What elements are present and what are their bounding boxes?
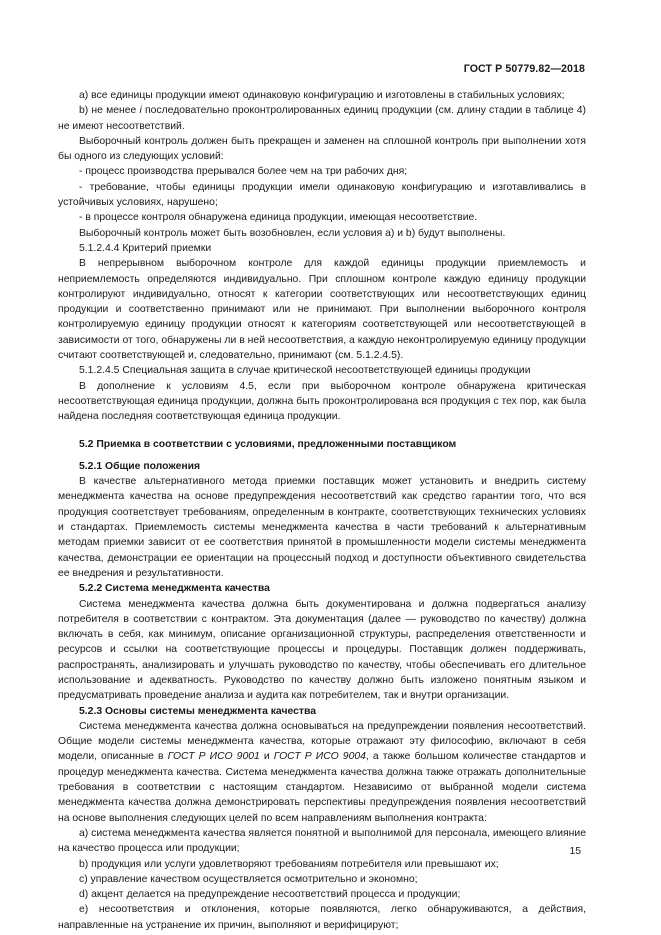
document-body [58,88,586,933]
paragraph: В качестве альтернативного метода приемки поставщик может установить и внедрить систему менеджмента качества на основе предупреждения несоответствий как средство гарантии того, что вся продукция соответствует требованиям, определенным в контракте, соответствующих технических условиях и стандартах. Приемлемость системы менеджмента качества в части требований к альтернативным методам приемки зависит от ее соответствия принятой в промышленности модели системы менеджмента качества, демонстрации ее ориентации на процессный подход и доступности объективного свидетельства ее внедрения и результативности. [58,476,586,579]
list-item-e: e) несоответствия и отклонения, которые появляются, легко обнаруживаются, а действия, направленные на устранение их причин, выполняют и верифицируют; [58,904,586,931]
list-item: - процесс производства прерывался более чем на три рабочих дня; [79,166,408,178]
subsection-heading: 5.2.1 Общие положения [79,460,201,472]
list-item-d: d) акцент делается на предупреждение несоответствий процесса и продукции; [79,889,461,901]
list-item-a: a) система менеджмента качества является понятной и выполнимой для персонала, имеющего влияние на качество процесса или продукции; [58,827,586,855]
section-heading-bold: 5.2 Приемка в соответствии с условиями, предложенными поставщиком [79,438,457,450]
list-item: - требование, чтобы единицы продукции имели одинаковую конфигурацию и изготавливались в устойчивых условиях, нарушено; [58,181,586,209]
spacer [58,452,586,459]
section-heading: 5.1.2.4.4 Критерий приемки [79,242,212,254]
paragraph: В непрерывном выборочном контроле для каждой единицы продукции приемлемость и неприемлемость определяются индивидуально. При сплошном контроле каждую единицу продукции контролируют индивидуально, относят к категории соответствующих или несоответствующих единиц продукции и соответственно принимают или не принимают. При выполнении выборочного контроля контролируемую единицу продукции относят к категориям соответствующей или несоответствующей в зависимости от того, обнаружены ли в ней несоответствия, а каждую неконтролируемую единицу продукции считают соответствующей и, следовательно, принимают (см. 5.1.2.4.5). [58,258,586,362]
subsection-heading: 5.2.2 Система менеджмента качества [79,583,270,595]
paragraph: Система менеджмента качества должна основываться на предупреждении появления несоответствий. Общие модели системы менеджмента качества, которые отражают эту философию, включают в себя модели, описанные в ГОСТ Р ИСО 9001 и ГОСТ Р ИСО 9004, а также большом количестве стандартов и процедур менеджмента качества. Система менеджмента качества должна также отражать дополнительные требования в соответствии с настоящим стандартом. Независимо от выбранной модели система менеджмента качества должна демонстрировать перспективы предупреждения появления несоответствий на основе выполнения следующих целей по всем направлениям выполнения контракта: [58,720,586,824]
paragraph: В дополнение к условиям 4.5, если при выборочном контроле обнаружена критическая несоответствующая единица продукции, должна быть проконтролирована вся продукция с тех пор, как была найдена последняя соответствующая единица продукции. [58,380,586,423]
paragraph: Выборочный контроль может быть возобновлен, если условия a) и b) будут выполнены. [79,227,506,239]
section-heading: 5.1.2.4.5 Специальная защита в случае критической несоответствующей единицы продукции [79,365,531,377]
paragraph: Система менеджмента качества должна быть документирована и должна подвергаться анализу потребителя в соответствии с контрактом. Эта документация (далее — руководство по качеству) должна включать в себя, как минимум, описание организационной структуры, распределения ответственности и ресурсов и ссылки на соответствующие процессы и процедуры. Поставщик должен поддерживать, распространять, анализировать и улучшать руководство по качеству, чтобы обеспечивать его длительное использование и адекватность. Руководство по качеству должно быть изложено понятным языком и предусматривать проведение анализа и аудита как потребителем, так и внутри организации. [58,598,586,702]
list-item-c: c) управление качеством осуществляется осмотрительно и экономно; [79,873,418,885]
spacer [58,425,586,437]
paragraph: Выборочный контроль должен быть прекращен и заменен на сплошной контроль при выполнении хотя бы одного из следующих условий: [58,135,586,163]
list-item-b: b) не менее i последовательно проконтролированных единиц продукции (см. длину стадии в таблице 4) не имеют несоответствий. [58,105,587,132]
subsection-heading: 5.2.3 Основы системы менеджмента качества [79,705,317,717]
document-code: ГОСТ Р 50779.82—2018 [463,63,585,75]
page-number: 15 [569,846,581,857]
list-item-b: b) продукция или услуги удовлетворяют требованиям потребителя или превышают их; [79,858,499,870]
list-item-a: a) все единицы продукции имеют одинаковую конфигурацию и изготовлены в стабильных условиях; [79,90,565,101]
list-item: - в процессе контроля обнаружена единица продукции, имеющая несоответствие. [79,212,478,224]
